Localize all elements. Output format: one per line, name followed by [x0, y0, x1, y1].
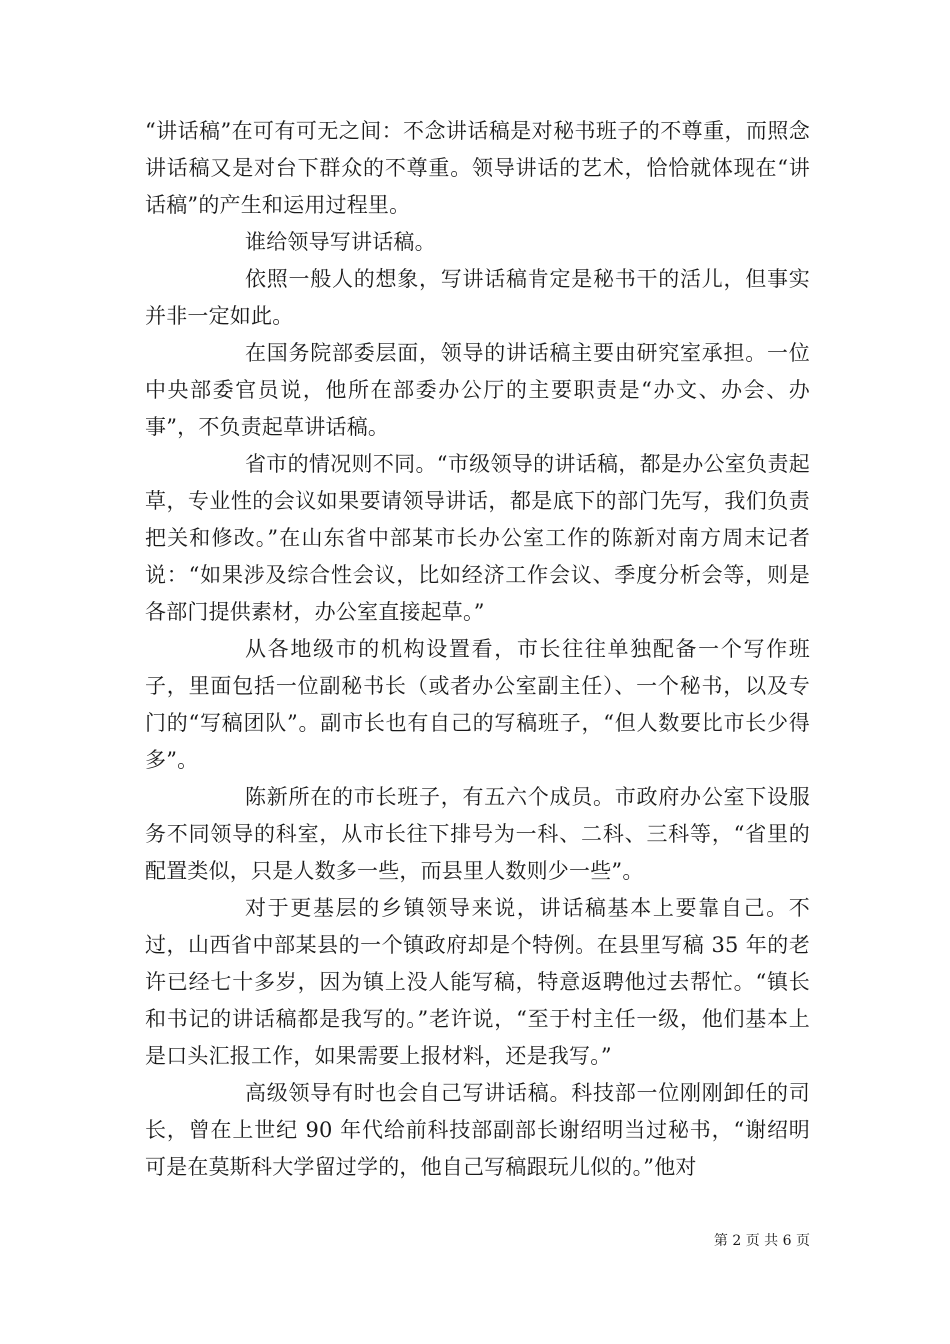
paragraph: 依照一般人的想象，写讲话稿肯定是秘书干的活儿，但事实并非一定如此。 — [145, 267, 810, 328]
paragraph: 高级领导有时也会自己写讲话稿。科技部一位刚刚卸任的司长，曾在上世纪 90 年代给前科技部副部长谢绍明当过秘书，“谢绍明可是在莫斯科大学留过学的，他自己写稿跟玩儿似的。”他对 — [145, 1081, 810, 1179]
paragraph: “讲话稿”在可有可无之间：不念讲话稿是对秘书班子的不尊重，而照念讲话稿又是对台下群众的不尊重。领导讲话的艺术，恰恰就体现在“讲话稿”的产生和运用过程里。 — [145, 119, 810, 217]
paragraph: 在国务院部委层面，领导的讲话稿主要由研究室承担。一位中央部委官员说，他所在部委办公厅的主要职责是“办文、办会、办事”，不负责起草讲话稿。 — [145, 341, 810, 439]
paragraph: 谁给领导写讲话稿。 — [245, 230, 436, 254]
paragraph: 陈新所在的市长班子，有五六个成员。市政府办公室下设服务不同领导的科室，从市长往下排号为一科、二科、三科等，“省里的配置类似，只是人数多一些，而县里人数则少一些”。 — [145, 785, 810, 883]
paragraph: 省市的情况则不同。“市级领导的讲话稿，都是办公室负责起草，专业性的会议如果要请领导讲话，都是底下的部门先写，我们负责把关和修改。”在山东省中部某市长办公室工作的陈新对南方周末记者说：“如果涉及综合性会议，比如经济工作会议、季度分析会等，则是各部门提供素材，办公室直接起草。” — [145, 452, 810, 624]
document-body — [145, 113, 810, 1186]
paragraph: 对于更基层的乡镇领导来说，讲话稿基本上要靠自己。不过，山西省中部某县的一个镇政府却是个特例。在县里写稿 35 年的老许已经七十多岁，因为镇上没人能写稿，特意返聘他过去帮忙。“镇长和书记的讲话稿都是我写的。”老许说，“至于村主任一级，他们基本上是口头汇报工作，如果需要上报材料，还是我写。” — [145, 896, 810, 1068]
paragraph: 从各地级市的机构设置看，市长往往单独配备一个写作班子，里面包括一位副秘书长（或者办公室副主任）、一个秘书，以及专门的“写稿团队”。副市长也有自己的写稿班子，“但人数要比市长少得多”。 — [145, 637, 810, 772]
page-number-footer: 第 2 页 共 6 页 — [713, 1233, 810, 1249]
